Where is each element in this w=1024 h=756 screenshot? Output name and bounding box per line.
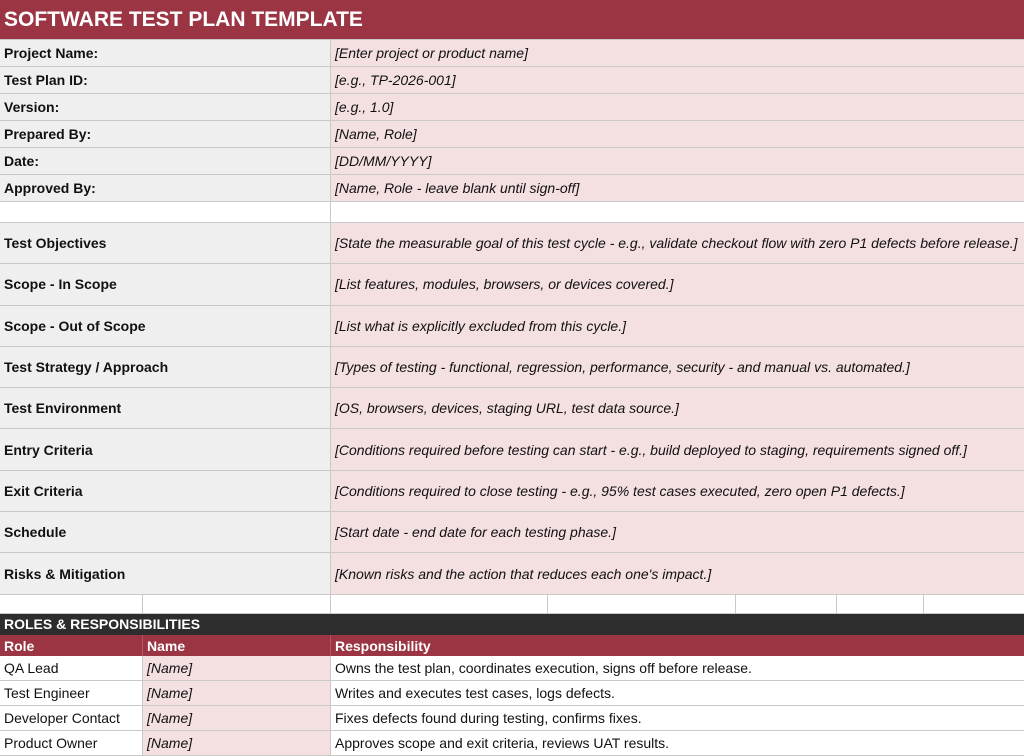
responsibility-cell[interactable]: Approves scope and exit criteria, reviews UAT results. <box>331 731 1024 755</box>
info-row-version[interactable] <box>0 94 1024 121</box>
empty-cell[interactable] <box>548 595 736 613</box>
empty-cell[interactable] <box>143 595 331 613</box>
section-label: Test Objectives <box>0 223 331 263</box>
info-label: Test Plan ID: <box>0 67 331 93</box>
column-header-role: Role <box>0 635 143 656</box>
section-value[interactable]: [List features, modules, browsers, or devices covered.] <box>331 264 1024 304</box>
responsibility-cell[interactable]: Owns the test plan, coordinates execution, signs off before release. <box>331 656 1024 680</box>
info-label: Approved By: <box>0 175 331 201</box>
info-label: Version: <box>0 94 331 120</box>
roles-table <box>0 656 1024 756</box>
section-row-out-of-scope[interactable] <box>0 306 1024 347</box>
section-row-in-scope[interactable] <box>0 264 1024 305</box>
section-row-environment[interactable] <box>0 388 1024 429</box>
section-value[interactable]: [Start date - end date for each testing phase.] <box>331 512 1024 552</box>
name-cell[interactable]: [Name] <box>143 731 331 755</box>
empty-cell[interactable] <box>837 595 924 613</box>
table-row[interactable] <box>0 656 1024 681</box>
section-value[interactable]: [Known risks and the action that reduces each one's impact.] <box>331 553 1024 593</box>
section-row-risks[interactable] <box>0 553 1024 594</box>
section-label: Exit Criteria <box>0 471 331 511</box>
sheet-title: SOFTWARE TEST PLAN TEMPLATE <box>0 0 1024 40</box>
section-label: Test Strategy / Approach <box>0 347 331 387</box>
info-value[interactable]: [e.g., 1.0] <box>331 94 1024 120</box>
info-value[interactable]: [e.g., TP-2026-001] <box>331 67 1024 93</box>
section-label: Risks & Mitigation <box>0 553 331 593</box>
table-row[interactable] <box>0 681 1024 706</box>
empty-cell[interactable] <box>331 595 548 613</box>
responsibility-cell[interactable]: Writes and executes test cases, logs defects. <box>331 681 1024 705</box>
section-label: Schedule <box>0 512 331 552</box>
info-label: Prepared By: <box>0 121 331 147</box>
responsibility-cell[interactable]: Fixes defects found during testing, confirms fixes. <box>331 706 1024 730</box>
empty-cell[interactable] <box>0 595 143 613</box>
section-value[interactable]: [Conditions required before testing can start - e.g., build deployed to staging, requirements signed off.] <box>331 429 1024 469</box>
test-plan-sections-table <box>0 223 1024 595</box>
section-value[interactable]: [OS, browsers, devices, staging URL, test data source.] <box>331 388 1024 428</box>
info-label: Project Name: <box>0 40 331 66</box>
section-value[interactable]: [Types of testing - functional, regression, performance, security - and manual vs. automated.] <box>331 347 1024 387</box>
section-value[interactable]: [State the measurable goal of this test cycle - e.g., validate checkout flow with zero P1 defects before release.] <box>331 223 1024 263</box>
role-cell[interactable]: Developer Contact <box>0 706 143 730</box>
section-label: Test Environment <box>0 388 331 428</box>
project-info-table <box>0 40 1024 202</box>
info-value[interactable]: [Name, Role] <box>331 121 1024 147</box>
section-row-objectives[interactable] <box>0 223 1024 264</box>
spacer-row[interactable] <box>0 595 1024 614</box>
role-cell[interactable]: Product Owner <box>0 731 143 755</box>
empty-cell[interactable] <box>736 595 837 613</box>
info-row-prepared-by[interactable] <box>0 121 1024 148</box>
section-row-entry-criteria[interactable] <box>0 429 1024 470</box>
empty-cell[interactable] <box>0 202 331 222</box>
spacer-row[interactable] <box>0 202 1024 223</box>
info-value[interactable]: [Enter project or product name] <box>331 40 1024 66</box>
section-row-schedule[interactable] <box>0 512 1024 553</box>
info-row-approved-by[interactable] <box>0 175 1024 202</box>
column-header-responsibility: Responsibility <box>335 637 431 654</box>
empty-cell[interactable] <box>331 202 1024 222</box>
role-cell[interactable]: Test Engineer <box>0 681 143 705</box>
table-row[interactable] <box>0 731 1024 756</box>
table-row[interactable] <box>0 706 1024 731</box>
info-value[interactable]: [DD/MM/YYYY] <box>331 148 1024 174</box>
role-cell[interactable]: QA Lead <box>0 656 143 680</box>
section-row-strategy[interactable] <box>0 347 1024 388</box>
section-value[interactable]: [Conditions required to close testing - e.g., 95% test cases executed, zero open P1 defects.] <box>331 471 1024 511</box>
roles-section-title: ROLES & RESPONSIBILITIES <box>0 614 1024 635</box>
name-cell[interactable]: [Name] <box>143 656 331 680</box>
section-label: Scope - In Scope <box>0 264 331 304</box>
empty-cell[interactable] <box>924 595 1024 613</box>
info-row-date[interactable] <box>0 148 1024 175</box>
name-cell[interactable]: [Name] <box>143 706 331 730</box>
section-value[interactable]: [List what is explicitly excluded from this cycle.] <box>331 306 1024 346</box>
info-row-project-name[interactable] <box>0 40 1024 67</box>
column-header-name: Name <box>143 635 331 656</box>
info-label: Date: <box>0 148 331 174</box>
info-row-test-plan-id[interactable] <box>0 67 1024 94</box>
roles-column-headers <box>0 635 1024 656</box>
name-cell[interactable]: [Name] <box>143 681 331 705</box>
section-label: Scope - Out of Scope <box>0 306 331 346</box>
info-value[interactable]: [Name, Role - leave blank until sign-off] <box>331 175 1024 201</box>
section-row-exit-criteria[interactable] <box>0 471 1024 512</box>
section-label: Entry Criteria <box>0 429 331 469</box>
